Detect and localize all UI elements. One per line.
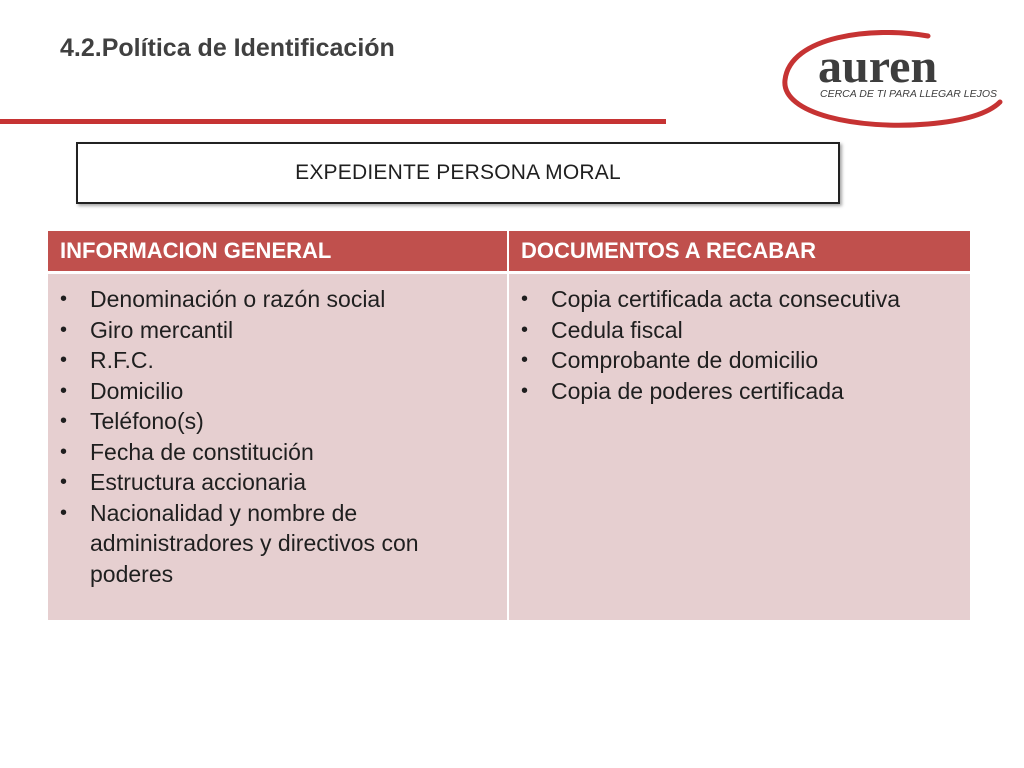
documentos-a-recabar-cell bbox=[508, 273, 970, 621]
list-item: • Comprobante de domicilio bbox=[519, 345, 960, 376]
list-item: • Giro mercantil bbox=[58, 315, 497, 346]
logo-tagline: CERCA DE TI PARA LLEGAR LEJOS bbox=[820, 88, 997, 100]
auren-logo-graphic bbox=[778, 30, 1008, 130]
documentos-a-recabar-list bbox=[519, 284, 960, 406]
informacion-general-cell bbox=[48, 273, 508, 621]
list-item: • Domicilio bbox=[58, 376, 497, 407]
list-item: • Fecha de constitución bbox=[58, 437, 497, 468]
list-item: • Nacionalidad y nombre de administradores y directivos con poderes bbox=[58, 498, 497, 590]
logo-wordmark: auren bbox=[818, 40, 938, 93]
list-item: • Cedula fiscal bbox=[519, 315, 960, 346]
header-documentos-a-recabar: DOCUMENTOS A RECABAR bbox=[508, 231, 970, 273]
requirements-table bbox=[48, 231, 970, 620]
expediente-banner bbox=[76, 142, 840, 204]
table-header-row bbox=[48, 231, 970, 273]
list-item: • Estructura accionaria bbox=[58, 467, 497, 498]
informacion-general-list bbox=[58, 284, 497, 589]
slide-title: 4.2.Política de Identificación bbox=[60, 34, 395, 62]
list-item: • Copia de poderes certificada bbox=[519, 376, 960, 407]
title-underline bbox=[0, 119, 666, 124]
list-item: • R.F.C. bbox=[58, 345, 497, 376]
banner-text: EXPEDIENTE PERSONA MORAL bbox=[295, 161, 621, 184]
list-item: • Denominación o razón social bbox=[58, 284, 497, 315]
table-body-row bbox=[48, 273, 970, 621]
header-informacion-general: INFORMACION GENERAL bbox=[48, 231, 508, 273]
auren-logo bbox=[778, 30, 1008, 130]
list-item: • Copia certificada acta consecutiva bbox=[519, 284, 960, 315]
list-item: • Teléfono(s) bbox=[58, 406, 497, 437]
